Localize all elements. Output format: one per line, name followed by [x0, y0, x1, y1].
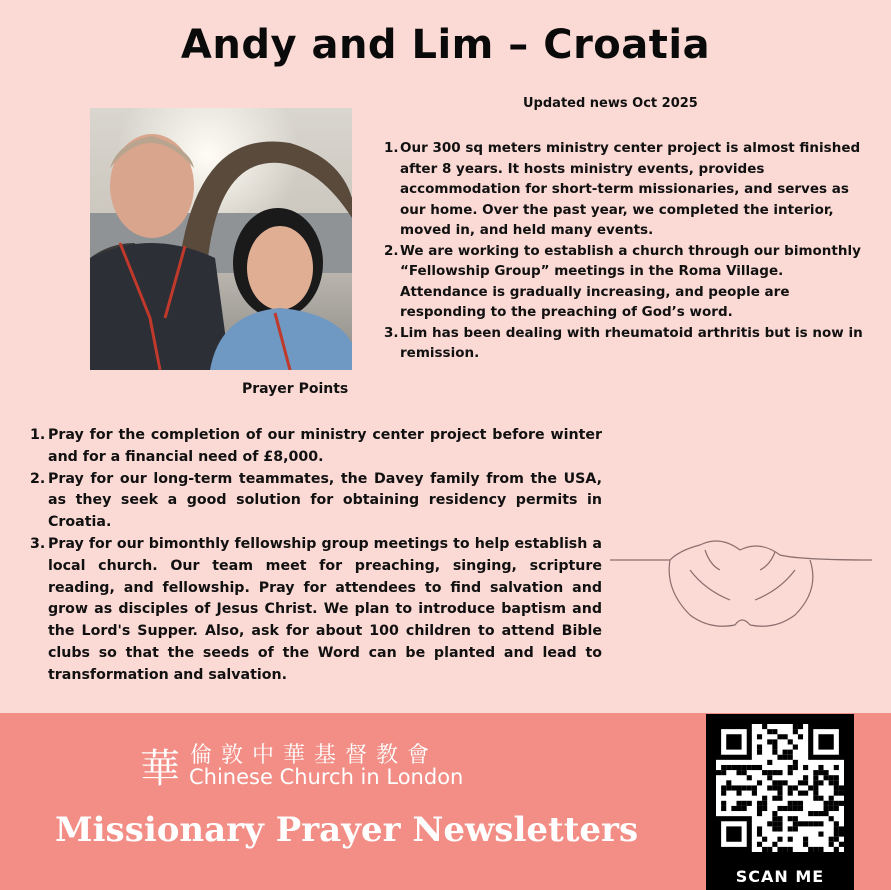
list-item: 1. Our 300 sq meters ministry center project is almost finished after 8 years. It hosts ministry events, provides accommodation for short-term missionaries, and serves as our home. Over the past year, we completed the interior, moved in, and held many events. — [384, 140, 861, 238]
prayer-list — [30, 425, 602, 687]
list-item: 2. Pray for our long-term teammates, the Davey family from the USA, as they seek a good solution for obtaining residency permits in Croatia. — [30, 470, 602, 531]
church-logo: 華 — [140, 746, 180, 792]
scan-me-label: SCAN ME — [735, 867, 825, 886]
church-name-english: Chinese Church in London — [189, 765, 464, 789]
list-item: 1. Pray for the completion of our ministry center project before winter and for a financial need of £8,000. — [30, 427, 602, 465]
praying-hands-icon — [610, 530, 872, 640]
updated-date: Updated news Oct 2025 — [523, 96, 698, 111]
news-list — [384, 138, 864, 364]
prayer-points-heading: Prayer Points — [242, 381, 349, 397]
missionary-photo — [90, 108, 352, 370]
qr-code[interactable] — [706, 714, 854, 890]
qr-pattern — [716, 724, 844, 852]
list-item: 2. We are working to establish a church through our bimonthly “Fellowship Group” meetings in the Roma Village. Attendance is gradually increasing, and people are responding to the preaching of God’s word. — [384, 242, 861, 320]
church-name-chinese: 倫敦中華基督教會 — [190, 743, 439, 768]
newsletter-title: Missionary Prayer Newsletters — [55, 810, 639, 850]
page-title: Andy and Lim – Croatia — [180, 22, 711, 68]
list-item: 3. Lim has been dealing with rheumatoid arthritis but is now in remission. — [384, 324, 863, 361]
list-item: 3. Pray for our bimonthly fellowship group meetings to help establish a local church. Our team meet for preaching, singing, scripture reading, and fellowship. Pray for attendees to find salvation and grow as disciples of Jesus Christ. We plan to introduce baptism and the Lord's Supper. Also, ask for about 100 children to attend Bible clubs so that the seeds of the Word can be planted and lead to transformation and salvation. — [30, 535, 602, 683]
